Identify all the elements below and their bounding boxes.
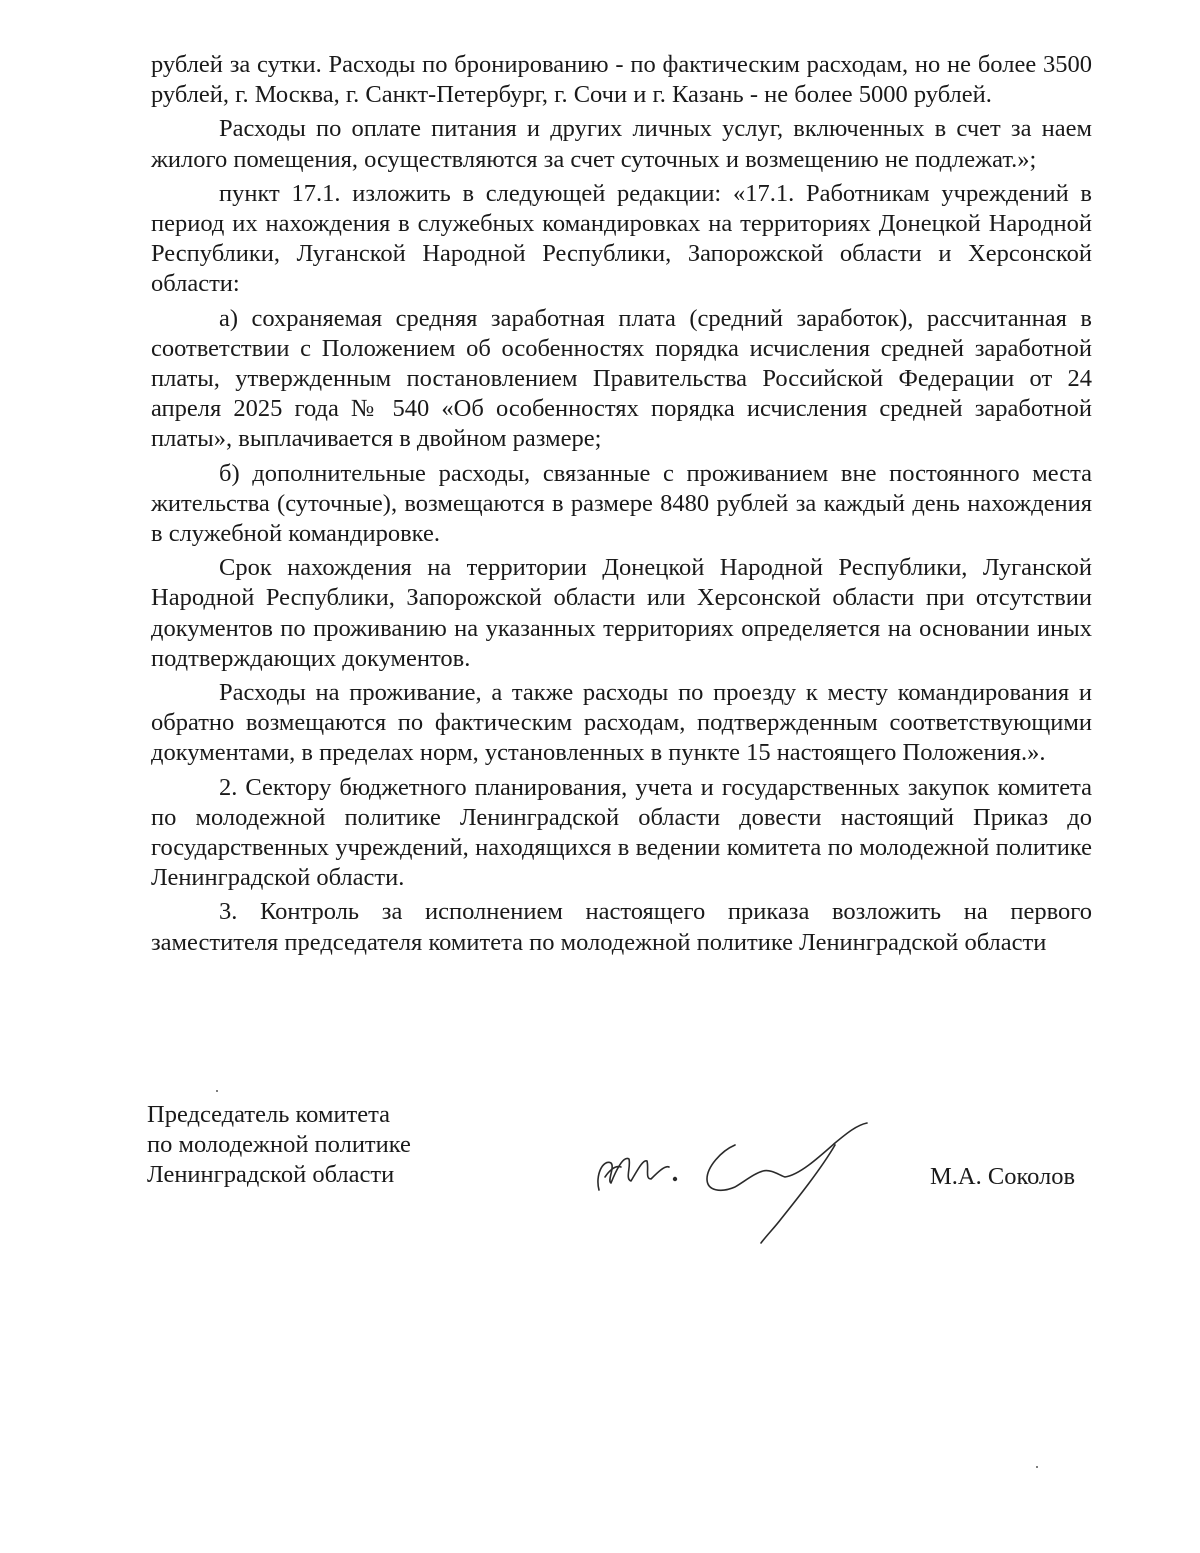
paragraph-item-b: б) дополнительные расходы, связанные с проживанием вне постоянного места жительства (суточные), возмещаются в размере 8480 рублей за каждый день нахождения в служебной командировке.: [151, 459, 1092, 548]
paragraph-item-a: а) сохраняемая средняя заработная плата (средний заработок), рассчитанная в соответствии с Положением об особенностях порядка исчисления средней заработной платы, утвержденным постановлением Правительства Российской Федерации от 24 апреля 2025 года № 540 «Об особенностях порядка исчисления средней заработной платы», выплачивается в двойном размере;: [151, 304, 1092, 453]
handwritten-signature: [585, 1115, 885, 1250]
signatory-position-line-3: Ленинградской области: [147, 1161, 395, 1188]
signatory-name: М.А. Соколов: [930, 1163, 1076, 1190]
paragraph-stay-period: Срок нахождения на территории Донецкой Народной Республики, Луганской Народной Республики, Запорожской области или Херсонской области при отсутствии документов по проживанию на указанных территориях определяется на основании иных подтверждающих документов.: [151, 554, 1092, 672]
scan-speck: [1036, 1466, 1038, 1468]
signatory-position: [147, 1100, 411, 1190]
document-body: [151, 50, 1092, 962]
paragraph-meals-expenses: Расходы по оплате питания и других личных услуг, включенных в счет за наем жилого помещения, осуществляются за счет суточных и возмещению не подлежат.»;: [151, 115, 1092, 173]
paragraph-item-2: 2. Сектору бюджетного планирования, учета и государственных закупок комитета по молодежной политике Ленинградской области довести настоящий Приказ до государственных учреждений, находящихся в ведении комитета по молодежной политике Ленинградской области.: [151, 773, 1092, 892]
paragraph-continuation: рублей за сутки. Расходы по бронированию - по фактическим расходам, но не более 3500 рублей, г. Москва, г. Санкт-Петербург, г. Сочи и г. Казань - не более 5000 рублей.: [151, 51, 1092, 109]
signatory-position-line-2: по молодежной политике: [147, 1131, 411, 1158]
scan-speck: [216, 1090, 218, 1092]
paragraph-accommodation-expenses: Расходы на проживание, а также расходы по проезду к месту командирования и обратно возмещаются по фактическим расходам, подтвержденным соответствующими документами, в пределах норм, установленных в пункте 15 настоящего Положения.».: [151, 679, 1092, 767]
signatory-position-line-1: Председатель комитета: [147, 1101, 391, 1128]
paragraph-clause-17-1: пункт 17.1. изложить в следующей редакции: «17.1. Работникам учреждений в период их нахождения в служебных командировках на территориях Донецкой Народной Республики, Луганской Народной Республики, Запорожской области и Херсонской области:: [151, 179, 1092, 298]
paragraph-item-3: 3. Контроль за исполнением настоящего приказа возложить на первого заместителя председателя комитета по молодежной политике Ленинградской области: [151, 898, 1092, 956]
